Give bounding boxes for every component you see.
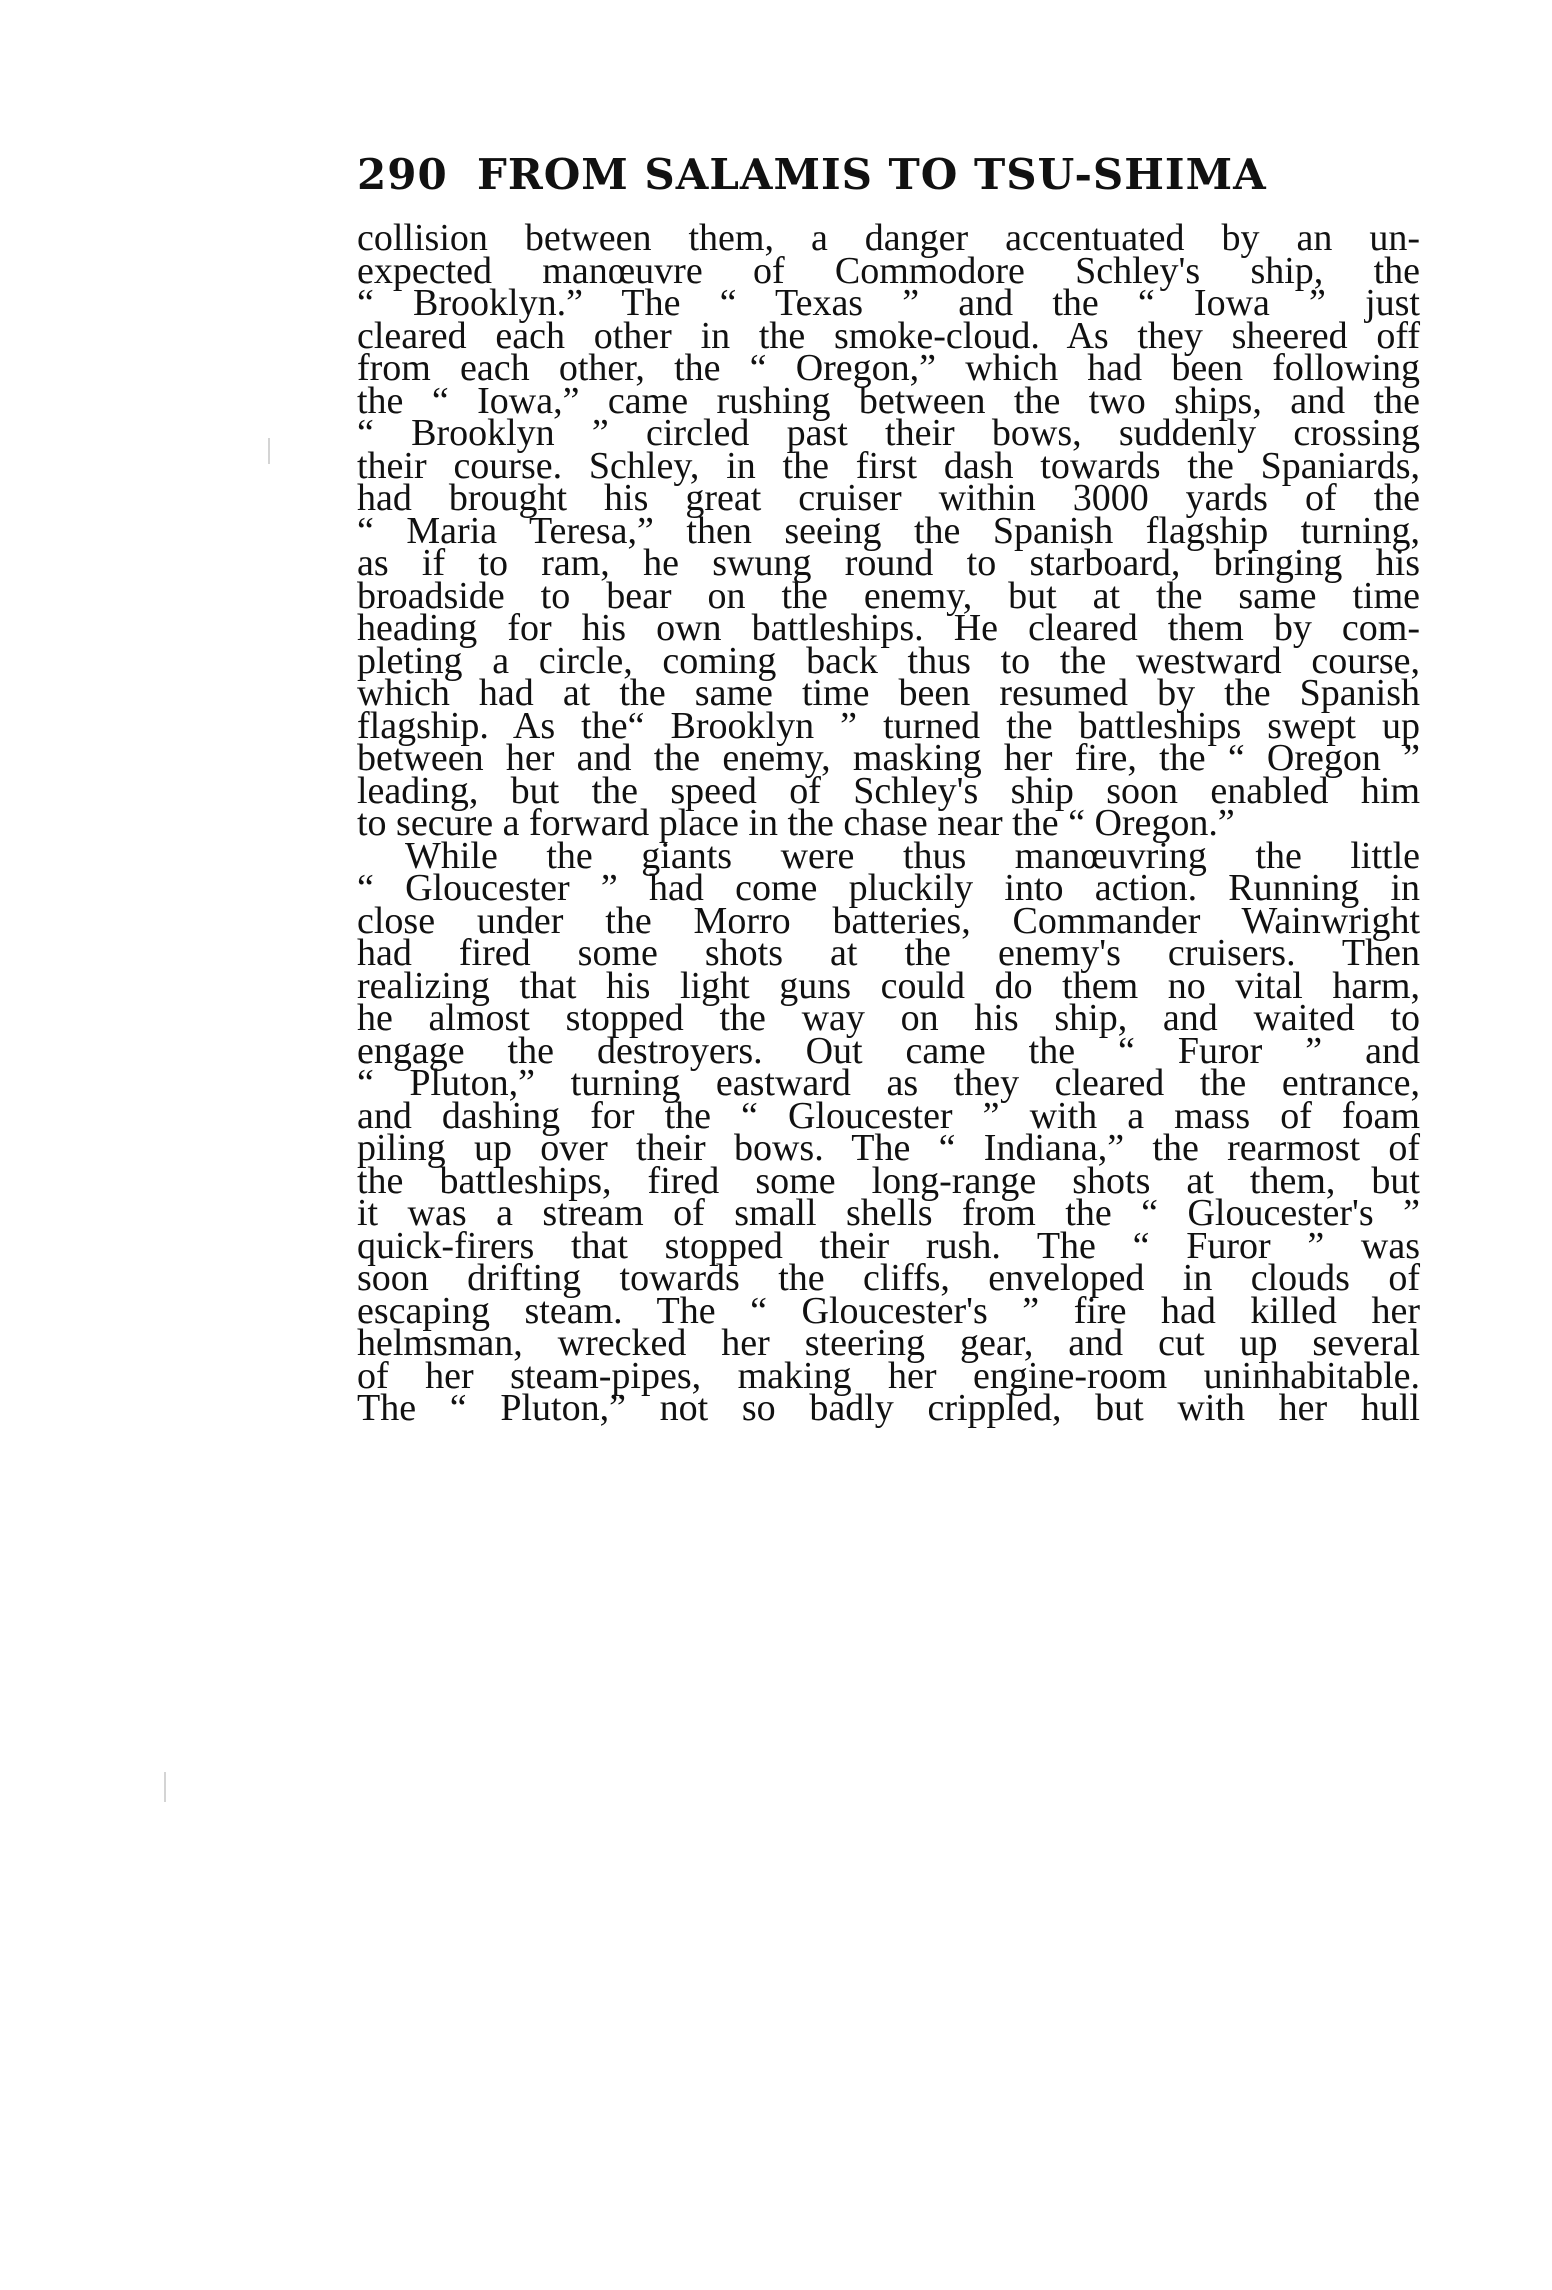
text-line: helmsman, wrecked her steering gear, and cut up several bbox=[357, 1322, 1420, 1364]
text-line: expected manœuvre of Commodore Schley's ship, the bbox=[357, 249, 1420, 292]
body-text bbox=[357, 217, 1420, 1429]
text-line: “ Pluton,” turning eastward as they cleared the entrance, bbox=[357, 1062, 1420, 1104]
text-line: to secure a forward place in the chase near the “ Oregon.” bbox=[357, 802, 1235, 844]
text-line: their course. Schley, in the first dash towards the Spaniards, bbox=[357, 444, 1420, 487]
text-line: realizing that his light guns could do them no vital harm, bbox=[357, 964, 1420, 1007]
text-line: had fired some shots at the enemy's cruisers. Then bbox=[357, 932, 1420, 974]
text-line: it was a stream of small shells from the “ Gloucester's ” bbox=[357, 1192, 1420, 1234]
text-line: the “ Iowa,” came rushing between the two ships, and the bbox=[357, 379, 1420, 422]
text-line: had brought his great cruiser within 3000 yards of the bbox=[357, 477, 1420, 519]
text-line: broadside to bear on the enemy, but at the same time bbox=[357, 574, 1420, 617]
text-line: escaping steam. The “ Gloucester's ” fire had killed her bbox=[357, 1289, 1420, 1332]
text-line: which had at the same time been resumed by the Spanish bbox=[357, 672, 1420, 714]
text-line: “ Gloucester ” had come pluckily into action. Running in bbox=[357, 867, 1420, 909]
text-line: “ Brooklyn ” circled past their bows, suddenly crossing bbox=[357, 412, 1420, 454]
text-line: leading, but the speed of Schley's ship soon enabled him bbox=[357, 769, 1420, 812]
text-line: flagship. As the“ Brooklyn ” turned the battleships swept up bbox=[357, 704, 1420, 747]
text-line: The “ Pluton,” not so badly crippled, but with her hull bbox=[357, 1387, 1420, 1429]
text-line: pleting a circle, coming back thus to the westward course, bbox=[357, 639, 1420, 682]
text-line: between her and the enemy, masking her fire, the “ Oregon ” bbox=[357, 737, 1420, 779]
text-line: collision between them, a danger accentuated by an un- bbox=[357, 217, 1420, 259]
text-line: as if to ram, he swung round to starboard, bringing his bbox=[357, 542, 1420, 584]
text-line: soon drifting towards the cliffs, enveloped in clouds of bbox=[357, 1257, 1420, 1299]
text-line: the battleships, fired some long-range shots at them, but bbox=[357, 1159, 1420, 1202]
text-line: “ Maria Teresa,” then seeing the Spanish flagship turning, bbox=[357, 509, 1420, 552]
text-line: heading for his own battleships. He cleared them by com- bbox=[357, 607, 1420, 649]
margin-scan-mark-upper bbox=[268, 438, 270, 464]
text-line: close under the Morro batteries, Commander Wainwright bbox=[357, 899, 1420, 942]
text-line: While the giants were thus manœuvring the little bbox=[405, 834, 1420, 877]
page-number: 290 bbox=[357, 150, 448, 199]
text-line: cleared each other in the smoke-cloud. As they sheered off bbox=[357, 314, 1420, 357]
text-line: from each other, the “ Oregon,” which had been following bbox=[357, 347, 1420, 389]
text-line: engage the destroyers. Out came the “ Furor ” and bbox=[357, 1029, 1420, 1072]
text-line: of her steam-pipes, making her engine-room uninhabitable. bbox=[357, 1354, 1420, 1397]
text-line: quick-firers that stopped their rush. The “ Furor ” was bbox=[357, 1224, 1420, 1267]
text-line: “ Brooklyn.” The “ Texas ” and the “ Iowa ” just bbox=[357, 282, 1420, 324]
text-line: he almost stopped the way on his ship, and waited to bbox=[357, 997, 1420, 1039]
margin-scan-mark-lower bbox=[164, 1772, 166, 1802]
text-line: and dashing for the “ Gloucester ” with a mass of foam bbox=[357, 1094, 1420, 1137]
page-header bbox=[357, 150, 1267, 210]
running-title: FROM SALAMIS TO TSU-SHIMA bbox=[477, 150, 1267, 199]
text-line: piling up over their bows. The “ Indiana,” the rearmost of bbox=[357, 1127, 1420, 1169]
